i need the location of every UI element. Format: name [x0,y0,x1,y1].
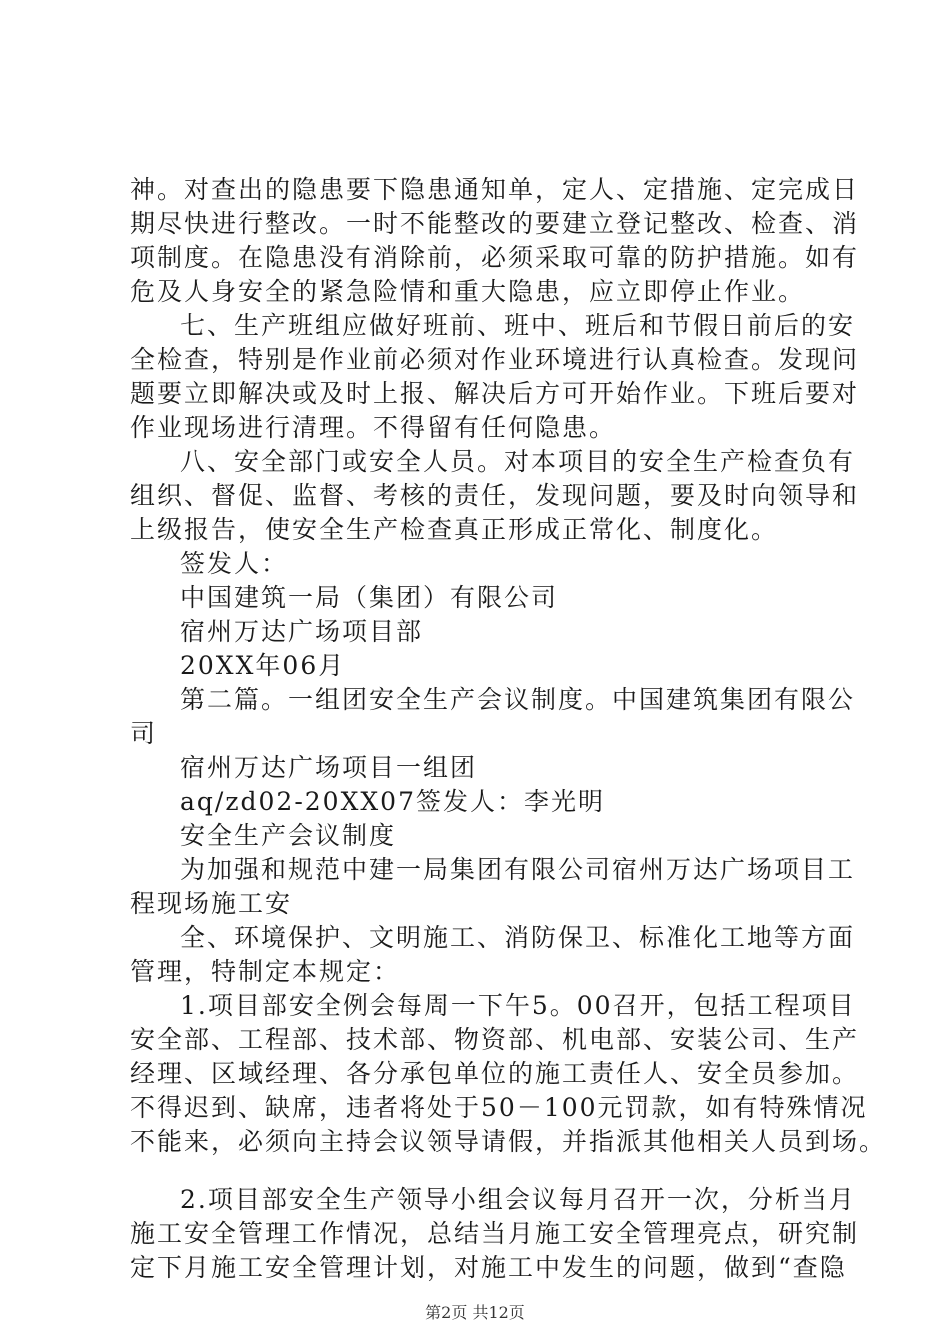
text-line: 作业现场进行清理。不得留有任何隐患。 [130,413,617,442]
page-footer: 第2页 共12页 [425,1303,525,1322]
text-line: 不得迟到、缺席，违者将处于50－100元罚款，如有特殊情况 [130,1093,868,1122]
text-line: 安全生产会议制度 [180,821,397,850]
text-line: 宿州万达广场项目部 [180,617,424,646]
text-line: 全检查，特别是作业前必须对作业环境进行认真检查。发现问 [130,345,860,374]
text-line: 为加强和规范中建一局集团有限公司宿州万达广场项目工 [180,855,856,884]
text-line: 经理、区域经理、各分承包单位的施工责任人、安全员参加。 [130,1059,860,1088]
text-line: 上级报告，使安全生产检查真正形成正常化、制度化。 [130,515,779,544]
text-line: 不能来，必须向主持会议领导请假，并指派其他相关人员到场。 [130,1127,887,1156]
text-line: 管理，特制定本规定： [130,957,401,986]
text-line: 项制度。在隐患没有消除前，必须采取可靠的防护措施。如有 [130,243,860,272]
text-line: 程现场施工安 [130,889,293,918]
text-line: 第二篇。一组团安全生产会议制度。中国建筑集团有限公 [180,685,856,714]
text-line: 施工安全管理工作情况，总结当月施工安全管理亮点，研究制 [130,1219,860,1248]
text-line: 签发人： [180,549,289,578]
text-line: 定下月施工安全管理计划，对施工中发生的问题，做到“查隐 [130,1253,847,1282]
text-line: 题要立即解决或及时上报、解决后方可开始作业。下班后要对 [130,379,860,408]
text-line: aq/zd02-20XX07签发人：李光明 [180,787,605,816]
text-line: 危及人身安全的紧急险情和重大隐患，应立即停止作业。 [130,277,806,306]
text-line: 神。对查出的隐患要下隐患通知单，定人、定措施、定完成日 [130,175,860,204]
text-line: 八、安全部门或安全人员。对本项目的安全生产检查负有 [180,447,856,476]
text-line: 期尽快进行整改。一时不能整改的要建立登记整改、检查、消 [130,209,860,238]
text-line: 安全部、工程部、技术部、物资部、机电部、安装公司、生产 [130,1025,860,1054]
text-line: 司 [130,719,158,748]
text-line: 2.项目部安全生产领导小组会议每月召开一次，分析当月 [180,1185,856,1214]
text-line: 1.项目部安全例会每周一下午5。00召开，包括工程项目 [180,991,856,1020]
text-line: 宿州万达广场项目一组团 [180,753,478,782]
text-line: 中国建筑一局（集团）有限公司 [180,583,559,612]
text-line: 全、环境保护、文明施工、消防保卫、标准化工地等方面 [180,923,856,952]
text-line: 组织、督促、监督、考核的责任，发现问题，要及时向领导和 [130,481,860,510]
text-line: 七、生产班组应做好班前、班中、班后和节假日前后的安 [180,311,856,340]
text-line: 20XX年06月 [180,651,346,680]
